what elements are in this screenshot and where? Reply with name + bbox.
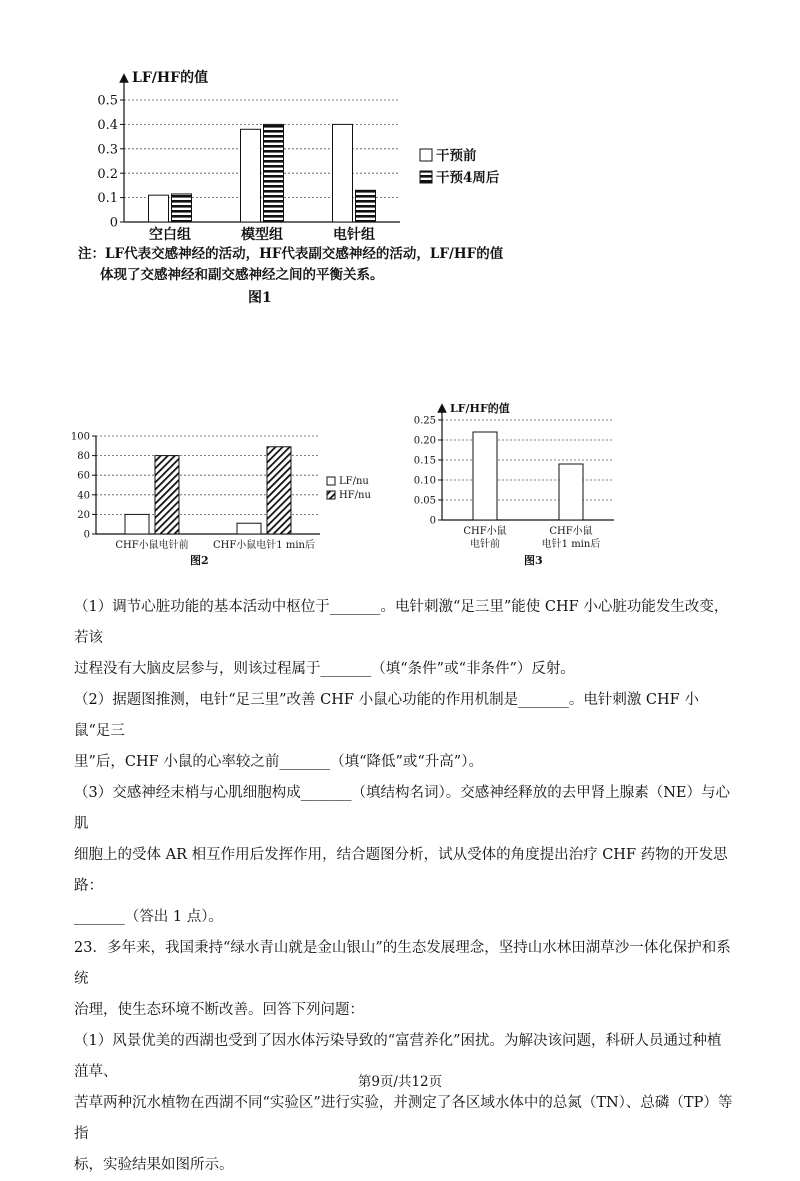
- legend-label: HF/nu: [339, 490, 371, 501]
- bar: [333, 124, 353, 222]
- y-tick-label: 0.3: [97, 142, 118, 158]
- y-tick-label: 0.05: [413, 495, 436, 507]
- figure3-chart: [414, 401, 614, 550]
- y-tick-label: 0.5: [97, 93, 118, 109]
- figure1-note-line1: 注：LF代表交感神经的活动，HF代表副交感神经的活动，LF/HF的值: [78, 246, 504, 262]
- figure2-caption: 图2: [190, 554, 209, 567]
- y-tick-label: 0: [83, 529, 90, 541]
- page-footer: 第9页/共12页: [357, 1074, 443, 1090]
- figure1-note: [78, 244, 528, 286]
- y-tick-label: 60: [77, 470, 90, 482]
- figure1-note-line2: 体现了交感神经和副交感神经之间的平衡关系。: [100, 267, 384, 283]
- bar: [172, 194, 192, 222]
- q3-line2: 细胞上的受体 AR 相互作用后发挥作用，结合题图分析，试从受体的角度提出治疗 CHF 药物的开发思路：: [74, 847, 728, 894]
- legend-swatch: [420, 149, 432, 161]
- x-category-label: CHF小鼠电针前: [115, 540, 189, 551]
- x-category-label: CHF小鼠: [463, 526, 507, 537]
- figure3-caption: 图3: [524, 554, 543, 567]
- legend-label: 干预4周后: [436, 170, 500, 186]
- x-category-label: 电针组: [333, 227, 375, 243]
- figure1-caption: 图1: [248, 290, 272, 306]
- bar: [241, 129, 261, 222]
- y-tick-label: 0.2: [97, 166, 118, 182]
- y-axis-label: LF/HF的值: [450, 402, 510, 415]
- bar: [155, 456, 179, 534]
- x-category-label: 电针前: [470, 539, 500, 550]
- x-category-label: CHF小鼠: [549, 526, 593, 537]
- q1-line1: （1）调节心脏功能的基本活动中枢位于_______。电针刺激“足三里”能使 CHF 小心脏功能发生改变，若该: [74, 599, 729, 646]
- y-tick-label: 0: [109, 215, 118, 231]
- y-tick-label: 40: [77, 490, 90, 502]
- x-category-label: 空白组: [149, 227, 191, 243]
- y-tick-label: 0.25: [413, 415, 436, 427]
- y-tick-label: 0.1: [97, 191, 118, 207]
- bar: [559, 464, 583, 520]
- legend-label: 干预前: [436, 148, 477, 164]
- y-tick-label: 0.20: [413, 435, 436, 447]
- q23-line1: 23．多年来，我国秉持“绿水青山就是金山银山”的生态发展理念，坚持山水林田湖草沙一体化保护和系统: [74, 940, 731, 987]
- q23-1-line3: 标，实验结果如图所示。: [74, 1157, 234, 1173]
- x-category-label: CHF小鼠电针1 min后: [213, 540, 315, 551]
- y-tick-label: 0.4: [97, 117, 118, 133]
- q2-line1: （2）据题图推测，电针“足三里”改善 CHF 小鼠心功能的作用机制是_______。电针刺激 CHF 小鼠“足三: [74, 692, 699, 739]
- legend-label: LF/nu: [339, 476, 369, 487]
- y-tick-label: 80: [77, 451, 90, 463]
- legend-swatch: [327, 477, 335, 485]
- q3-line3: _______（答出 1 点）。: [74, 909, 223, 925]
- y-tick-label: 0.10: [413, 475, 436, 487]
- q23-line2: 治理，使生态环境不断改善。回答下列问题：: [74, 1002, 364, 1018]
- x-category-label: 模型组: [241, 227, 283, 243]
- y-tick-label: 0: [429, 515, 436, 527]
- q1-line2: 过程没有大脑皮层参与，则该过程属于_______（填“条件”或“非条件”）反射。: [74, 661, 575, 677]
- q23-1-line2: 苦草两种沉水植物在西湖不同“实验区”进行实验，并测定了各区域水体中的总氮（TN）、总磷（TP）等指: [74, 1095, 733, 1142]
- question-22-subparts: [74, 592, 734, 1181]
- y-tick-label: 20: [77, 509, 90, 521]
- y-axis-label: LF/HF的值: [132, 70, 209, 86]
- legend-swatch: [327, 491, 335, 499]
- figure1-chart: [97, 69, 500, 243]
- y-tick-label: 0.15: [413, 455, 436, 467]
- y-tick-label: 100: [70, 431, 90, 443]
- x-category-label: 电针1 min后: [541, 539, 601, 550]
- bar: [149, 195, 169, 222]
- legend-swatch: [420, 171, 432, 183]
- q23-1-line1: （1）风景优美的西湖也受到了因水体污染导致的“富营养化”困扰。为解决该问题，科研人员通过种植菹草、: [74, 1033, 722, 1080]
- bar: [125, 514, 149, 534]
- bar: [237, 523, 261, 534]
- q2-line2: 里”后，CHF 小鼠的心率较之前_______（填“降低”或“升高”）。: [74, 754, 483, 770]
- bar: [264, 124, 284, 222]
- figure2-chart: [71, 432, 372, 552]
- bar: [473, 432, 497, 520]
- bar: [356, 190, 376, 222]
- bar: [267, 447, 291, 534]
- q3-line1: （3）交感神经末梢与心肌细胞构成_______（填结构名词）。交感神经释放的去甲肾上腺素（NE）与心肌: [74, 785, 730, 832]
